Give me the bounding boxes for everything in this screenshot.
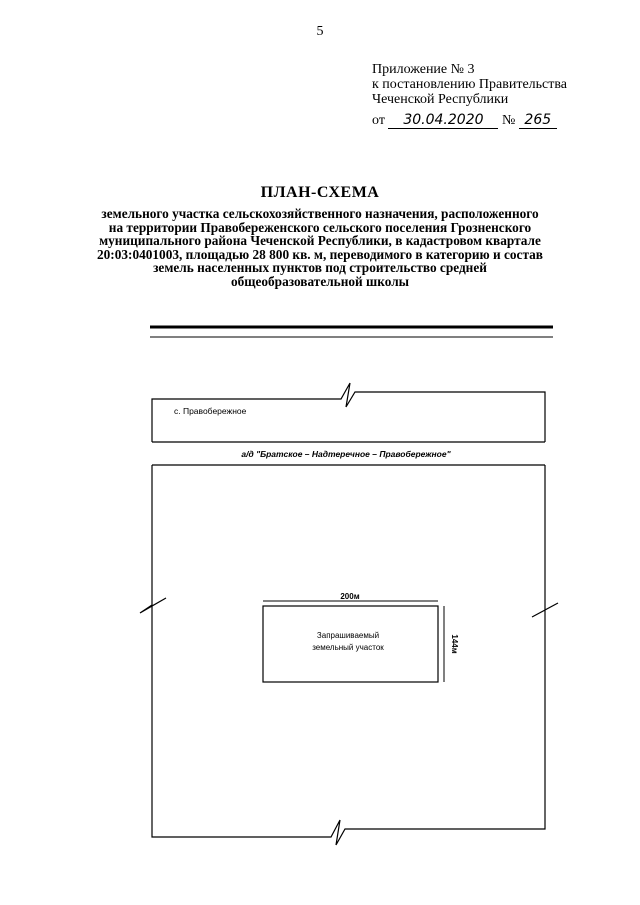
- decree-date: 30.04.2020: [388, 112, 498, 129]
- plot-height-label: 144м: [450, 634, 459, 654]
- plot-label-line1: Запрашиваемый: [316, 631, 380, 640]
- decree-number: 265: [519, 112, 557, 129]
- document-subtitle: земельного участка сельскохозяйственного назначения, расположенного на территории Правобереженского сельского поселения Грозненского муниципального района Чеченской Республики, в кадастровом квартале 20:03:0401003, площадью 28 800 кв. м, переводимого в категорию и состав земель населенных пунктов под строительство средней общеобразовательной школы: [97, 206, 543, 289]
- document-title: ПЛАН-СХЕМА: [260, 184, 380, 201]
- road-label: а/д "Братское – Надтеречное – Правобережное": [241, 449, 451, 459]
- appendix-reference: к постановлению Правительства: [372, 77, 568, 92]
- number-label: №: [501, 113, 516, 128]
- plot-width-label: 200м: [340, 592, 360, 601]
- from-label: от: [372, 113, 385, 128]
- plot-label-line2: земельный участок: [312, 643, 384, 652]
- settlement-label: с. Правобережное: [174, 406, 247, 416]
- page-number: 5: [316, 24, 324, 39]
- appendix-title: Приложение № 3: [372, 62, 475, 77]
- appendix-authority: Чеченской Республики: [372, 92, 509, 107]
